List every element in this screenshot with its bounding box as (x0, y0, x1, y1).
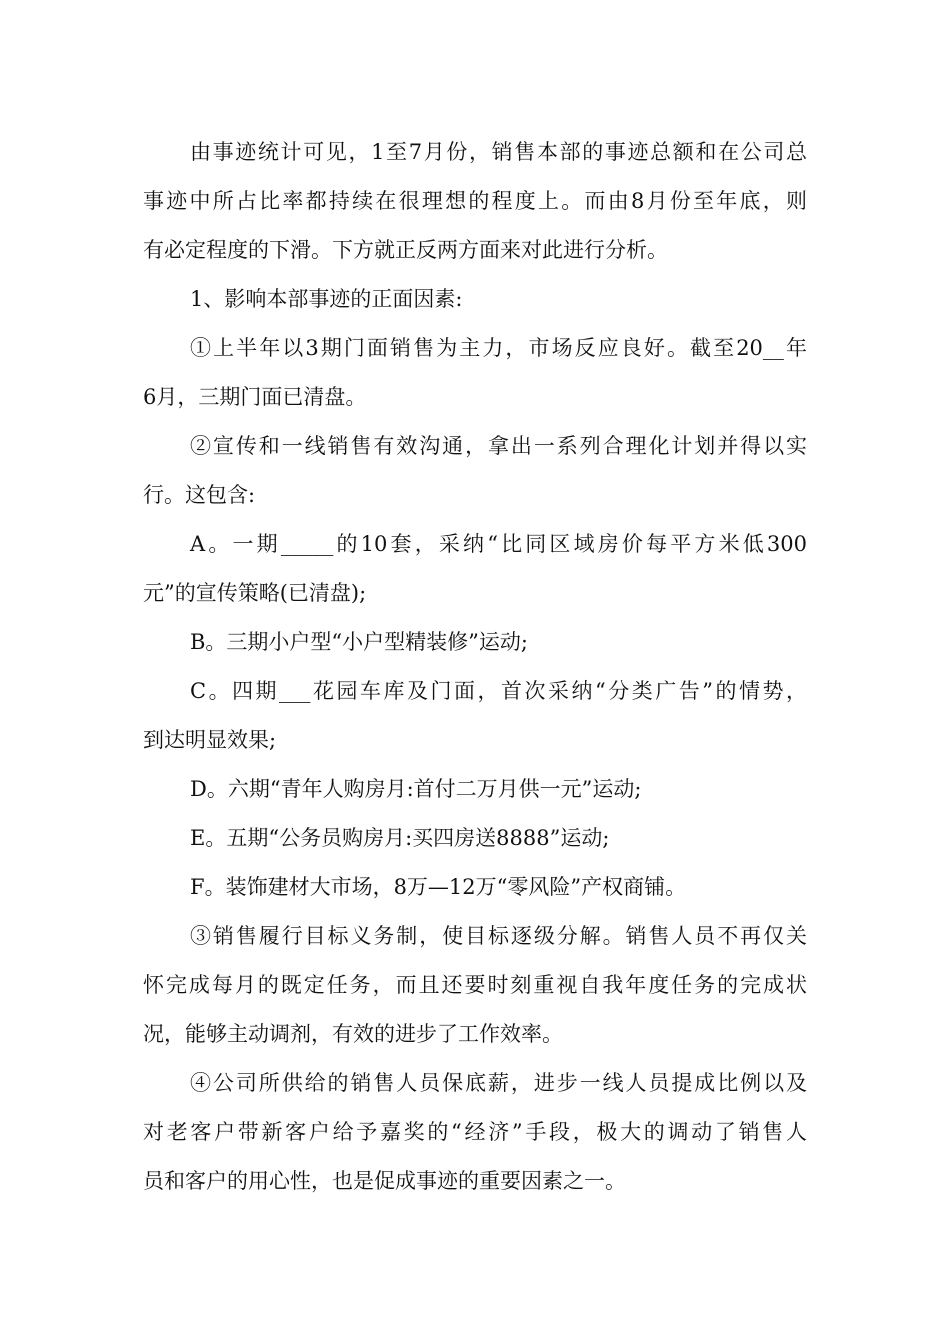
text-line: ①上半年以3期门面销售为主力，市场反应良好。截至20__年 (190, 336, 807, 360)
list-item-e (143, 814, 807, 863)
text-line: 到达明显效果; (143, 728, 277, 752)
text-line: A。一期_____的10套，采纳“比同区域房价每平方米低300 (190, 532, 807, 556)
text-line: C。四期___花园车库及门面，首次采纳“分类广告”的情势， (190, 679, 807, 703)
text-line: 行。这包含: (143, 483, 256, 507)
list-item-d (143, 765, 807, 814)
paragraph-factor-2 (143, 422, 807, 520)
text-line: 对老客户带新客户给予嘉奖的“经济”手段，极大的调动了销售人 (143, 1120, 807, 1144)
list-item-b (143, 618, 807, 667)
text-line: ②宣传和一线销售有效沟通，拿出一系列合理化计划并得以实 (190, 434, 807, 458)
list-item-f (143, 863, 807, 912)
text-line: E。五期“公务员购房月:买四房送8888”运动; (190, 826, 610, 850)
section-heading: 1、影响本部事迹的正面因素: (190, 287, 463, 311)
text-line: B。三期小户型“小户型精装修”运动; (190, 630, 528, 654)
paragraph-sales-overview (143, 128, 807, 275)
text-line: 事迹中所占比率都持续在很理想的程度上。而由8月份至年底，则 (143, 189, 807, 213)
text-line: 6月，三期门面已清盘。 (143, 385, 367, 409)
text-line: D。六期“青年人购房月:首付二万月供一元”运动; (190, 777, 642, 801)
text-line: 由事迹统计可见，1至7月份，销售本部的事迹总额和在公司总 (190, 140, 807, 164)
text-line: 有必定程度的下滑。下方就正反两方面来对此进行分析。 (143, 238, 668, 262)
text-line: 员和客户的用心性，也是促成事迹的重要因素之一。 (143, 1169, 626, 1193)
list-item-a (143, 520, 807, 618)
paragraph-factor-4 (143, 1059, 807, 1206)
text-line: ④公司所供给的销售人员保底薪，进步一线人员提成比例以及 (190, 1071, 807, 1095)
text-line: 况，能够主动调剂，有效的进步了工作效率。 (143, 1022, 563, 1046)
text-line: ③销售履行目标义务制，使目标逐级分解。销售人员不再仅关 (190, 924, 807, 948)
text-line: 元”的宣传策略(已清盘); (143, 581, 367, 605)
paragraph-factor-3 (143, 912, 807, 1059)
document-body (143, 128, 807, 1206)
paragraph-factor-1 (143, 324, 807, 422)
text-line: F。装饰建材大市场，8万—12万“零风险”产权商铺。 (190, 875, 687, 899)
text-line: 怀完成每月的既定任务，而且还要时刻重视自我年度任务的完成状 (143, 973, 807, 997)
paragraph-positive-factors-heading (143, 275, 807, 324)
list-item-c (143, 667, 807, 765)
